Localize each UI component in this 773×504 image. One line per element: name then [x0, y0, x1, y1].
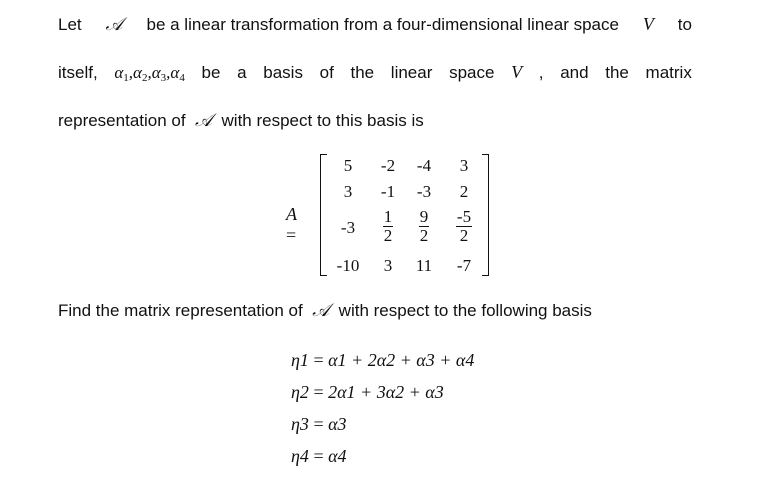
- text-following-basis: with respect to the following basis: [338, 301, 592, 320]
- matrix-cell: -3: [340, 218, 356, 237]
- text-find: Find the matrix representation of: [58, 301, 303, 320]
- matrix-cell: 3: [343, 182, 353, 201]
- problem-line-2: [58, 62, 692, 84]
- matrix-cell: 3: [459, 156, 469, 175]
- matrix-cell: -7: [456, 256, 472, 275]
- space-symbol: V: [511, 62, 523, 82]
- matrix-label: A =: [286, 204, 297, 245]
- space-symbol: V: [642, 14, 654, 34]
- transformation-symbol: 𝒜: [105, 14, 123, 34]
- equation-eta1: η1 = α1 + 2α2 + α3 + α4: [291, 350, 475, 370]
- text-with-respect: with respect to this basis is: [221, 111, 424, 130]
- equation-eta2: η2 = 2α1 + 3α2 + α3: [291, 382, 444, 402]
- text-line1-body: be a linear transformation from a four-dimensional linear space: [146, 15, 619, 34]
- matrix-cell: 2: [459, 182, 469, 201]
- word: ,: [538, 63, 544, 82]
- word: and: [560, 63, 589, 82]
- matrix-cell: -1: [380, 182, 396, 201]
- matrix-cell: -4: [416, 156, 432, 175]
- matrix-cell: 11: [415, 256, 433, 275]
- matrix-cell-fraction: $\frac{9}{2}$: [419, 207, 429, 245]
- word: a: [237, 63, 247, 82]
- matrix-cell: 5: [343, 156, 353, 175]
- transformation-symbol: 𝒜: [195, 110, 213, 130]
- matrix-cell: -10: [336, 256, 360, 275]
- word: space: [449, 63, 495, 82]
- word: matrix: [645, 63, 692, 82]
- basis-alphas: $\alpha_1,\alpha_2,\alpha_3,\alpha_4$: [114, 63, 185, 84]
- matrix-cell: -3: [416, 182, 432, 201]
- matrix-cell: 3: [383, 256, 393, 275]
- text-itself: itself,: [58, 63, 98, 82]
- text-let: Let: [58, 15, 82, 34]
- problem-line-1: [58, 14, 692, 35]
- word: the: [605, 63, 629, 82]
- word: the: [350, 63, 375, 82]
- text-representation-of: representation of: [58, 111, 186, 130]
- word: be: [201, 63, 221, 82]
- word: linear: [390, 63, 433, 82]
- transformation-symbol: 𝒜: [312, 300, 330, 320]
- equation-eta4: η4 = α4: [291, 446, 347, 466]
- matrix-cell: -2: [380, 156, 396, 175]
- matrix-cell-fraction: $\frac{1}{2}$: [383, 207, 393, 245]
- text-to: to: [677, 15, 692, 34]
- problem-line-4: [58, 300, 592, 321]
- matrix-left-bracket: [320, 154, 327, 276]
- problem-line-3: [58, 110, 424, 131]
- matrix-cell-fraction: $\frac{-5}{2}$: [456, 207, 472, 245]
- equation-eta3: η3 = α3: [291, 414, 347, 434]
- word: of: [319, 63, 334, 82]
- word: basis: [263, 63, 303, 82]
